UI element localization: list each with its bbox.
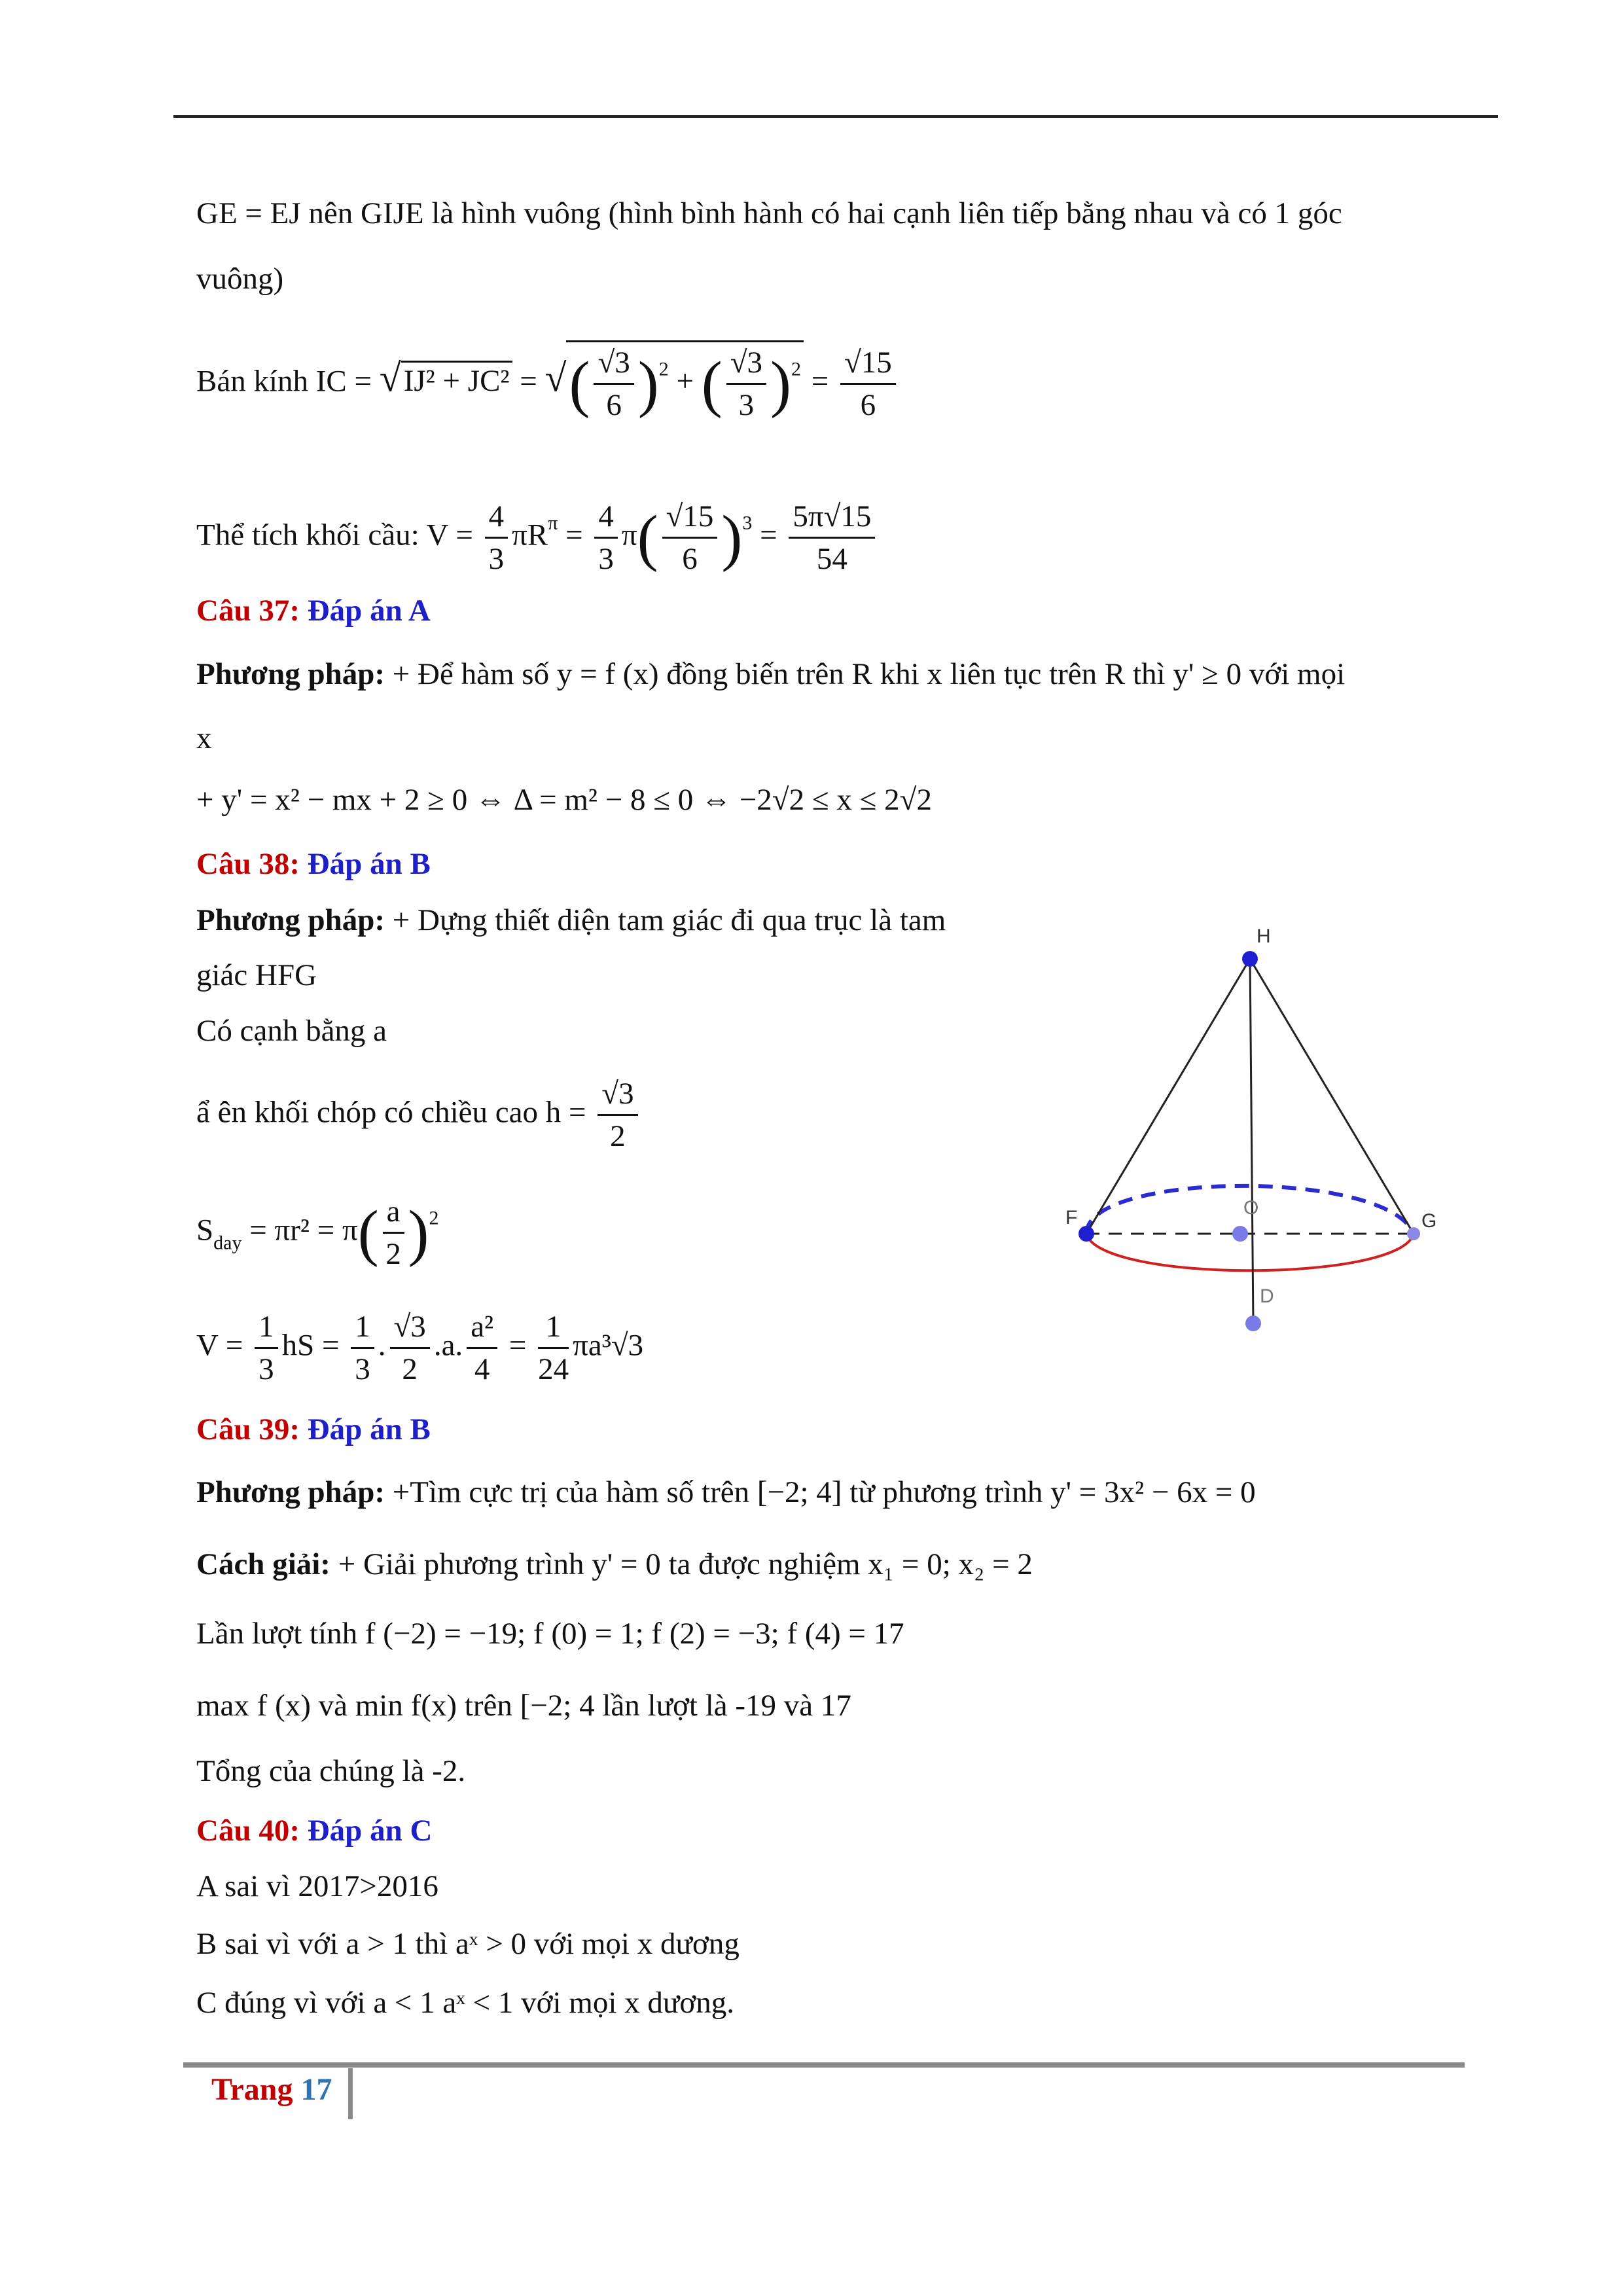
method-line [196,655,1345,694]
text-line: C đúng vì với a < 1 aˣ < 1 với mọi x dương. [196,1986,734,2020]
question-number: Câu 40: [196,1814,300,1848]
frac-num: √3 [597,1073,637,1116]
frac-num: 1 [538,1306,569,1349]
question-number: Câu 37: [196,594,300,628]
method-label: Phương pháp: [196,657,385,691]
text-line: vuông) [196,262,284,296]
page-footer [211,2072,332,2108]
frac-den: 3 [598,542,614,576]
lhs: V [426,518,448,552]
method-label: Phương pháp: [196,903,385,937]
label: Bán kính [196,364,309,399]
frac-num: √3 [594,342,633,385]
question-heading [196,1410,431,1449]
method-text: + Để hàm số y = f (x) đồng biến trên R khi x liên tục trên R thì y' ≥ 0 với mọi [392,657,1346,691]
term: πa³√3 [573,1328,644,1363]
footer-rule [183,2062,1465,2068]
lhs: V [196,1328,219,1363]
lhs: IC [315,364,347,399]
question-number: Câu 38: [196,847,300,881]
text-line: Lần lượt tính f (−2) = −19; f (0) = 1; f (2) = −3; f (4) = 17 [196,1617,904,1651]
answer-label: Đáp án A [307,594,431,628]
frac-den: 54 [816,542,847,576]
text-line: max f (x) và min f(x) trên [−2; 4 lần lượt là -19 và 17 [196,1689,851,1723]
answer-label: Đáp án B [307,1412,431,1446]
point-g [1407,1227,1420,1240]
frac-den: 2 [402,1352,418,1386]
label-o: O [1243,1197,1259,1219]
frac-den: 6 [860,388,876,422]
frac-num: a [383,1191,404,1234]
volume-equation: Thể tích khối cầu: V = $\frac{4}{3}$ $\pi R^\pi$ = $\frac{4}{3}$ π( $\frac{√15}{6}$ )$^3$ = $\frac{5\pi√15}{54}$ [196,496,879,579]
label-f: F [1065,1207,1078,1229]
frac-den: 4 [474,1352,490,1386]
frac-den: 24 [538,1352,569,1386]
question-number: Câu 39: [196,1412,300,1446]
radicand: IJ² + JC² [401,361,512,399]
frac-num: 5π√15 [789,496,875,539]
text-line: GE = EJ nên GIJE là hình vuông (hình bình hành có hai cạnh liên tiếp bằng nhau và có 1 góc [196,196,1342,230]
text: ẩ ên khối chóp có chiều cao [196,1095,539,1130]
method-line [196,901,946,940]
point-d [1245,1316,1261,1331]
base-front-arc [1086,1234,1414,1270]
text-line: Tổng của chúng là -2. [196,1754,466,1788]
area-equation: $S_{day} = \pi r^2 = \pi$( $\frac{a}{2}$ )$^2$ [196,1191,439,1274]
point-f [1079,1226,1094,1242]
term: hS [281,1328,315,1363]
page-number: 17 [300,2072,332,2107]
text-line: Có cạnh bằng a [196,1014,387,1048]
cone-volume-equation: V = $\frac{1}{3}$ hS = $\frac{1}{3}$ . $\frac{√3}{2}$ .a. $\frac{\text{a²}}{4}$ = $\frac{1}{24}$ πa³√3 [196,1306,643,1390]
cone-figure [1047,916,1453,1361]
answer-label: Đáp án B [307,847,431,881]
frac-num: √15 [840,342,896,385]
label-h: H [1257,925,1271,947]
term: .a. [433,1328,463,1363]
frac-num: √15 [662,496,718,539]
frac-den: 2 [385,1237,401,1271]
frac-num: √3 [390,1306,430,1349]
question-heading [196,844,431,884]
label: Thể tích khối cầu: [196,518,419,552]
frac-den: 3 [488,542,505,576]
footer-label: Trang [211,2072,293,2107]
solution-label: Cách giải: [196,1547,330,1581]
header-rule [173,115,1498,118]
frac-num: 4 [594,496,618,539]
text-line: A sai vì 2017>2016 [196,1869,438,1903]
answer-label: Đáp án C [307,1814,433,1848]
method-line [196,1473,1256,1512]
frac-num: a² [467,1306,497,1349]
term: πr² = π [274,1213,358,1247]
frac-den: 3 [355,1352,370,1386]
frac-num: √3 [726,342,766,385]
method-text: +Tìm cực trị của hàm số trên [−2; 4] từ phương trình y' = 3x² − 6x = 0 [392,1475,1256,1509]
text-line: B sai vì với a > 1 thì aˣ > 0 với mọi x dương [196,1927,740,1961]
radius-equation: Bán kính IC = √IJ² + JC² = √( $\frac{√3}{6}$ )$^2$ + ( $\frac{√3}{3}$ )$^2$ = $\frac{√15}{6}$ [196,340,900,425]
text-line: x [196,721,212,755]
exponent: π [548,512,558,534]
footer-divider [348,2068,353,2119]
lhs: h [545,1095,562,1130]
label-g: G [1421,1210,1437,1232]
height-line: ẩ ên khối chóp có chiều cao h = $\frac{√3}{2}$ [196,1073,642,1157]
frac-den: 3 [259,1352,274,1386]
frac-den: 6 [606,388,622,422]
question-heading [196,591,431,630]
subscript: day [213,1232,242,1254]
question-heading [196,1811,432,1850]
frac-den: 3 [738,388,755,422]
frac-num: 4 [485,496,508,539]
condition-line: + y' = x² − mx + 2 ≥ 0 ⇔ Δ = m² − 8 ≤ 0 ⇔ −2√2 ≤ x ≤ 2√2 [196,783,932,817]
exponent: 2 [429,1207,439,1229]
solution-line [196,1545,1033,1584]
solution-text: + Giải phương trình y' = 0 ta được nghiệm x₁ = 0; x₂ = 2 [338,1547,1033,1581]
point-o [1232,1226,1248,1242]
method-text: + Dựng thiết diện tam giác đi qua trục là tam [392,903,946,937]
label-d: D [1260,1285,1274,1307]
height-hd [1250,959,1253,1323]
term: πR [512,518,548,552]
exponent: 3 [742,512,753,534]
frac-den: 6 [682,542,698,576]
method-label: Phương pháp: [196,1475,385,1509]
point-h [1242,951,1258,967]
frac-num: 1 [255,1306,278,1349]
frac-den: 2 [610,1119,626,1153]
lhs: S [196,1213,214,1247]
frac-num: 1 [351,1306,374,1349]
text-line: giác HFG [196,958,317,992]
